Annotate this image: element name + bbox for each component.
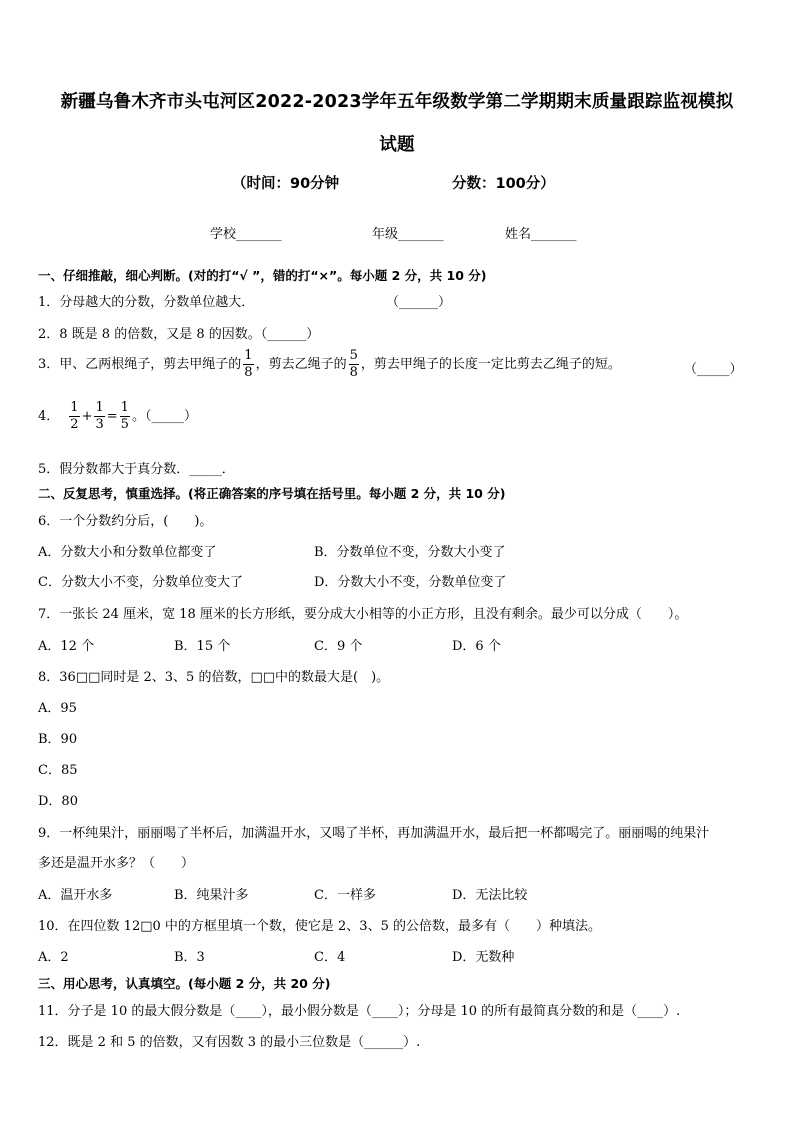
question-10-option-b: B．3 xyxy=(174,950,205,965)
exam-title-line1: 新疆乌鲁木齐市头屯河区2022-2023学年五年级数学第二学期期末质量跟踪监视模拟 xyxy=(60,92,734,112)
question-8-option-c: C．85 xyxy=(38,763,78,778)
question-3-text-b: ，剪去乙绳子的 xyxy=(255,357,347,372)
exam-time: （时间：90分钟 xyxy=(232,176,340,192)
fraction-one-half: $\frac{1}{2}$ xyxy=(70,400,79,432)
question-8-option-b: B．90 xyxy=(38,732,78,747)
question-6-option-b: B．分数单位不变，分数大小变了 xyxy=(314,545,506,560)
section-1-heading: 一、仔细推敲，细心判断。(对的打“√ ”，错的打“×”。每小题 2 分，共 10 分) xyxy=(38,268,487,283)
question-3-text-c: ，剪去甲绳子的长度一定比剪去乙绳子的短。 xyxy=(360,357,621,372)
question-4-label: 4． xyxy=(38,409,60,424)
question-7-option-a: A．12 个 xyxy=(38,639,95,654)
question-10-option-a: A．2 xyxy=(38,950,69,965)
question-8-option-a: A．95 xyxy=(38,701,77,716)
question-8: 8．36□□同时是 2、3、5 的倍数，□□中的数最大是( )。 xyxy=(38,670,390,685)
fraction-five-eighths: $\frac{5}{8}$ xyxy=(349,348,358,380)
fraction-one-third: $\frac{1}{3}$ xyxy=(95,400,104,432)
question-9-line2: 多还是温开水多？（ ） xyxy=(38,856,195,871)
question-9-option-b: B．纯果汁多 xyxy=(174,888,249,903)
question-7-option-d: D．6 个 xyxy=(452,639,501,654)
question-1 xyxy=(38,291,254,310)
question-2: 2．8 既是 8 的倍数，又是 8 的因数。（______） xyxy=(38,327,320,342)
question-10-option-d: D．无数种 xyxy=(452,950,515,965)
question-4-tail: 。（_____） xyxy=(131,409,197,424)
question-3-text-a: 3．甲、乙两根绳子，剪去甲绳子的 xyxy=(38,357,242,372)
section-2-heading: 二、反复思考，慎重选择。(将正确答案的序号填在括号里。每小题 2 分，共 10 分) xyxy=(38,486,506,501)
question-8-option-d: D．80 xyxy=(38,794,78,809)
question-10: 10．在四位数 12□0 中的方框里填一个数，使它是 2、3、5 的公倍数，最多有（ ）种填法。 xyxy=(38,919,601,934)
fraction-one-fifth: $\frac{1}{5}$ xyxy=(120,400,129,432)
grade-field: 年级_______ xyxy=(372,227,444,242)
question-9-option-c: C．一样多 xyxy=(314,888,376,903)
question-9-option-d: D．无法比较 xyxy=(452,888,528,903)
question-3-answer-blank: （_____） xyxy=(684,362,743,377)
question-9-option-a: A．温开水多 xyxy=(38,888,113,903)
question-5: 5．假分数都大于真分数．_____． xyxy=(38,462,235,477)
plus-sign: + xyxy=(81,409,93,424)
exam-title-line2: 试题 xyxy=(379,135,415,155)
fraction-one-eighth: $\frac{1}{8}$ xyxy=(244,348,253,380)
question-4 xyxy=(38,400,197,434)
section-3-heading: 三、用心思考，认真填空。(每小题 2 分，共 20 分) xyxy=(38,976,331,991)
question-7-option-c: C．9 个 xyxy=(314,639,363,654)
question-7: 7．一张长 24 厘米，宽 18 厘米的长方形纸，要分成大小相等的小正方形，且没有剩余。最少可以分成（ ）。 xyxy=(38,607,688,622)
school-field: 学校_______ xyxy=(210,227,282,242)
name-field: 姓名_______ xyxy=(505,227,577,242)
question-10-option-c: C．4 xyxy=(314,950,346,965)
question-7-option-b: B．15 个 xyxy=(174,639,231,654)
question-6-option-c: C．分数大小不变，分数单位变大了 xyxy=(38,575,243,590)
equals-sign: = xyxy=(106,409,118,424)
question-1-answer-blank: （______） xyxy=(386,295,452,310)
question-6-option-d: D．分数大小不变，分数单位变了 xyxy=(314,575,507,590)
question-1-text: 1．分母越大的分数，分数单位越大． xyxy=(38,295,255,310)
question-9-line1: 9．一杯纯果汁，丽丽喝了半杯后，加满温开水，又喝了半杯，再加满温开水，最后把一杯都喝完了。丽丽喝的纯果汁 xyxy=(38,826,710,841)
question-6-option-a: A．分数大小和分数单位都变了 xyxy=(38,545,217,560)
question-12: 12．既是 2 和 5 的倍数，又有因数 3 的最小三位数是（______）. xyxy=(38,1035,421,1050)
question-3 xyxy=(38,348,621,382)
question-11: 11．分子是 10 的最大假分数是（____），最小假分数是（____）；分母是 10 的所有最简真分数的和是（____）. xyxy=(38,1004,681,1019)
question-6: 6．一个分数约分后，( )。 xyxy=(38,514,213,529)
exam-score: 分数：100分） xyxy=(452,176,555,192)
